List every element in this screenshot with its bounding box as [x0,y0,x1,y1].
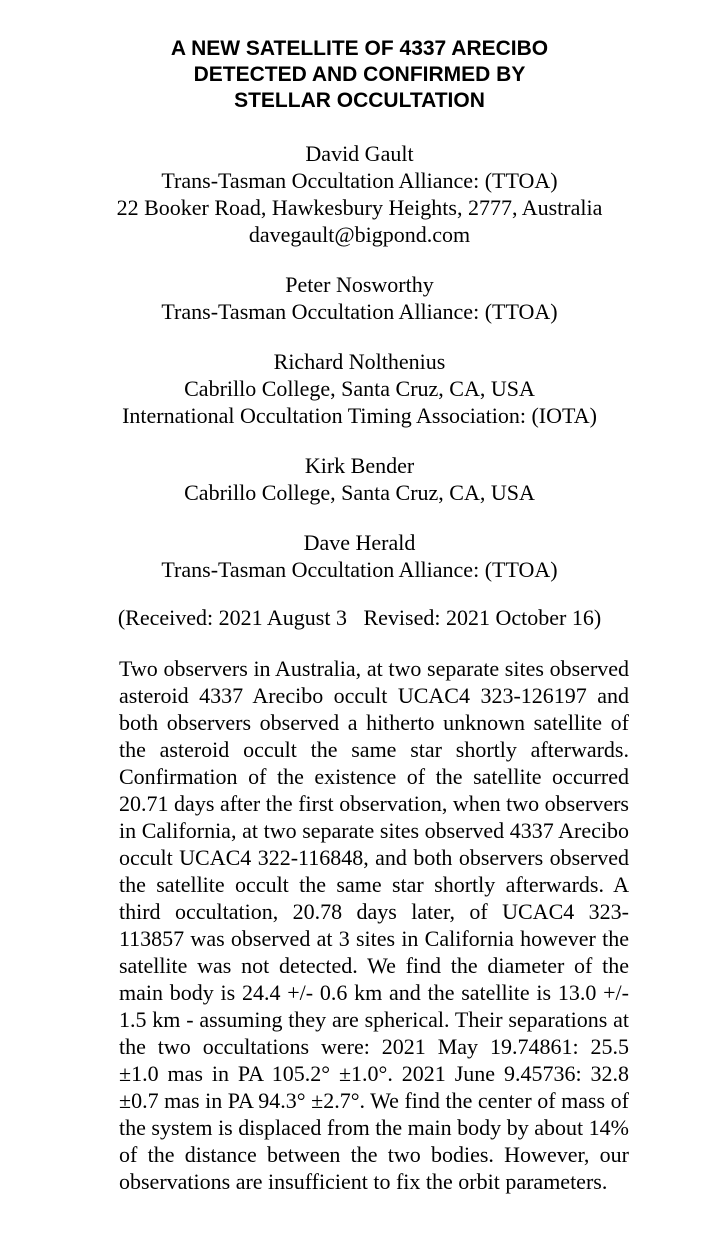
author-name: David Gault [305,141,414,166]
author-name: Kirk Bender [304,453,415,478]
author-affiliation-secondary: International Occultation Timing Association: (IOTA) [122,403,597,428]
author-address: 22 Booker Road, Hawkesbury Heights, 2777, Australia [116,195,603,220]
title-line: STELLAR OCCULTATION [234,89,485,112]
author-name: Peter Nosworthy [285,272,434,297]
author-block [0,140,719,248]
author-block [0,452,719,506]
author-affiliation: Cabrillo College, Santa Cruz, CA, USA [184,376,535,401]
author-block [0,529,719,583]
author-affiliation: Cabrillo College, Santa Cruz, CA, USA [184,480,535,505]
abstract: Two observers in Australia, at two separate sites observed asteroid 4337 Arecibo occult UCAC4 323-126197 and both observers observed a hitherto unknown satellite of the asteroid occult the same star shortly afterwards. Confirmation of the existence of the satellite occurred 20.71 days after the first observation, when two observers in California, at two separate sites observed 4337 Arecibo occult UCAC4 322-116848, and both observers observed the satellite occult the same star shortly afterwards. A third occultation, 20.78 days later, of UCAC4 323-113857 was observed at 3 sites in California however the satellite was not detected. We find the diameter of the main body is 24.4 +/- 0.6 km and the satellite is 13.0 +/- 1.5 km - assuming they are spherical. Their separations at the two occultations were: 2021 May 19.74861: 25.5 ±1.0 mas in PA 105.2° ±1.0°. 2021 June 9.45736: 32.8 ±0.7 mas in PA 94.3° ±2.7°. We find the center of mass of the system is displaced from the main body by about 14% of the distance between the two bodies. However, our observations are insufficient to fix the orbit parameters. [119,656,629,1194]
author-name: Dave Herald [303,530,416,555]
received-dates: (Received: 2021 August 3 Revised: 2021 October 16) [117,605,602,630]
paper-title [0,36,719,114]
author-block [0,348,719,429]
author-affiliation: Trans-Tasman Occultation Alliance: (TTOA) [161,168,558,193]
author-list [0,140,719,606]
title-line: DETECTED AND CONFIRMED BY [193,63,526,86]
author-email: davegault@bigpond.com [248,222,471,247]
author-block [0,271,719,325]
title-line: A NEW SATELLITE OF 4337 ARECIBO [170,37,549,60]
author-affiliation: Trans-Tasman Occultation Alliance: (TTOA) [161,299,558,324]
author-affiliation: Trans-Tasman Occultation Alliance: (TTOA) [161,557,558,582]
author-name: Richard Nolthenius [273,349,446,374]
